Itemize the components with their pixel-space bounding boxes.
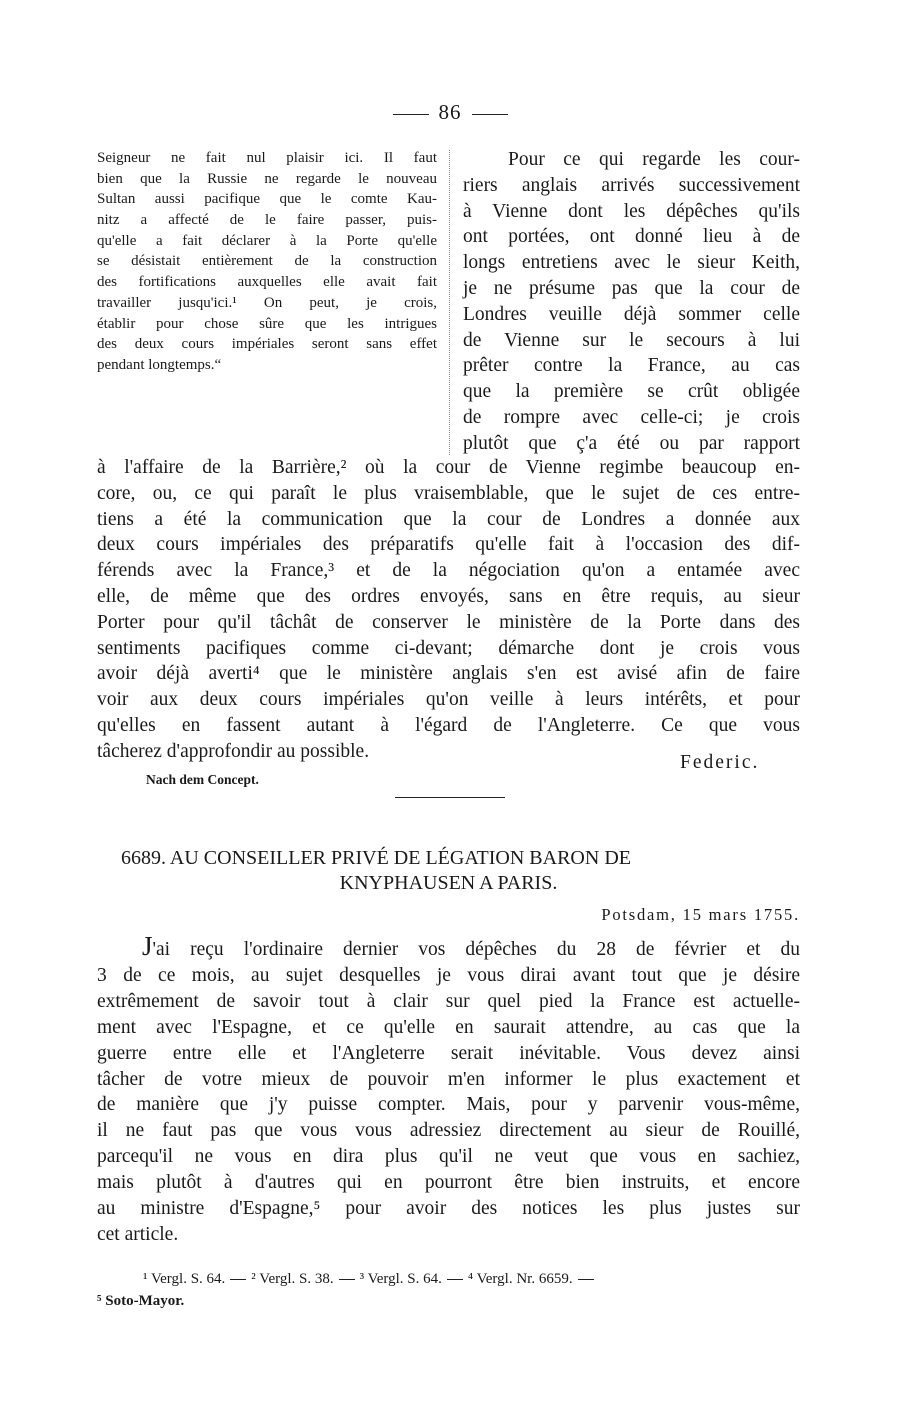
body-line: deux cours impériales des préparatifs qu'elle fait à l'occasion des dif- <box>97 534 800 556</box>
letter-body <box>97 931 800 1248</box>
letter-line: au ministre d'Espagne,⁵ pour avoir des notices les plus justes sur <box>97 1198 800 1220</box>
letter-line: il ne faut pas que vous vous adressiez directement au sieur de Rouillé, <box>97 1120 800 1142</box>
page-number-dash-left <box>393 114 429 115</box>
letter-line: tâcher de votre mieux de pouvoir m'en informer le plus exactement et <box>97 1068 800 1090</box>
body-line: tâcherez d'approfondir au possible. <box>97 740 370 762</box>
document-heading <box>97 846 800 896</box>
letter-line: extrêmement de savoir tout à clair sur quel pied la France est actuelle- <box>97 990 800 1012</box>
source-note: Nach dem Concept. <box>146 772 259 787</box>
body-line: voir aux deux cours impériales qu'on veille à leurs intérêts, et pour <box>97 689 800 711</box>
quote-line: pendant longtemps.“ <box>97 356 222 373</box>
body-text-column <box>463 147 800 457</box>
section-divider <box>395 797 505 798</box>
letter-line: de manière que j'y puisse compter. Mais, pour y parvenir vous-même, <box>97 1094 800 1116</box>
body-line: que la première se crût obligée <box>463 381 800 403</box>
footnote-separator <box>578 1279 594 1280</box>
footnote-separator <box>230 1279 246 1280</box>
column-divider <box>449 150 450 455</box>
quoted-letter-column <box>97 148 437 376</box>
body-line: prêter contre la France, au cas <box>463 355 800 377</box>
quote-line: Seigneur ne fait nul plaisir ici. Il faut <box>97 150 437 166</box>
body-line: férends avec la France,³ et de la négociation qu'on a entamée avec <box>97 560 800 582</box>
body-line: à l'affaire de la Barrière,² où la cour de Vienne regimbe beaucoup en- <box>97 457 800 478</box>
body-line: sentiments pacifiques comme ci-devant; démarche dont je crois vous <box>97 637 800 659</box>
quote-line: travailler jusqu'ici.¹ On peut, je crois, <box>97 294 437 311</box>
footnote-3: ³ Vergl. S. 64. <box>359 1271 442 1287</box>
body-line: longs entretiens avec le sieur Keith, <box>463 252 800 274</box>
body-line: je ne présume pas que la cour de <box>463 277 800 299</box>
footnote-2: ² Vergl. S. 38. <box>251 1271 334 1287</box>
body-line: de rompre avec celle-ci; je crois <box>463 406 800 428</box>
quote-line: des deux cours impériales seront sans effet <box>97 336 437 353</box>
letter-line: guerre entre elle et l'Angleterre serait inévitable. Vous devez ainsi <box>97 1042 800 1064</box>
quote-line: établir pour chose sûre que les intrigues <box>97 315 437 332</box>
footnote-row-2 <box>97 1290 800 1312</box>
body-line: core, ou, ce qui paraît le plus vraisemblable, que le sujet de ces entre- <box>97 482 800 504</box>
page-number: 86 <box>438 100 462 124</box>
dateline: Potsdam, 15 mars 1755. <box>601 905 800 924</box>
quote-line: des fortifications auxquelles elle avait fait <box>97 274 437 291</box>
body-line: avoir déjà averti⁴ que le ministère anglais s'en est avisé afin de faire <box>97 663 800 685</box>
signature: Federic. <box>680 752 760 773</box>
heading-line-2: KNYPHAUSEN A PARIS. <box>339 872 558 894</box>
drop-cap: J <box>142 931 153 961</box>
quote-line: bien que la Russie ne regarde le nouveau <box>97 170 437 187</box>
footnote-1: ¹ Vergl. S. 64. <box>143 1271 226 1287</box>
quote-line: se désistait entièrement de la construction <box>97 253 437 270</box>
footnote-4: ⁴ Vergl. Nr. 6659. <box>467 1271 573 1287</box>
body-line: riers anglais arrivés successivement <box>463 174 800 196</box>
footnote-row-1 <box>97 1268 800 1290</box>
body-line: Porter pour qu'il tâchât de conserver le ministère de la Porte dans des <box>97 611 800 633</box>
body-line: à Vienne dont les dépêches qu'ils <box>463 200 800 222</box>
body-line: tiens a été la communication que la cour de Londres a donnée aux <box>97 508 800 530</box>
quote-line: nitz a affecté de le faire passer, puis- <box>97 212 437 229</box>
letter-line: 3 de ce mois, au sujet desquelles je vous dirai avant tout que je désire <box>97 964 800 986</box>
footnote-separator <box>339 1279 355 1280</box>
body-line: ont portées, ont donné lieu à de <box>463 226 800 248</box>
quote-line: qu'elle a fait déclarer à la Porte qu'elle <box>97 232 437 249</box>
page-number-dash-right <box>472 114 508 115</box>
body-text-full-width <box>97 455 800 765</box>
body-line: Londres veuille déjà sommer celle <box>463 303 800 325</box>
letter-line-text: 'ai reçu l'ordinaire dernier vos dépêches du 28 de février et du <box>152 939 800 960</box>
body-line: Pour ce qui regarde les cour- <box>508 149 800 170</box>
letter-line: ment avec l'Espagne, et ce qu'elle en saurait attendre, au cas que la <box>97 1016 800 1038</box>
letter-line-first <box>97 931 800 963</box>
body-line: elle, de même que des ordres envoyés, sans en être requis, au sieur <box>97 585 800 607</box>
footnote-5: ⁵ Soto-Mayor. <box>97 1293 185 1309</box>
body-line: de Vienne sur le secours à lui <box>463 329 800 351</box>
page-number-line <box>0 100 900 125</box>
footnote-separator <box>447 1279 463 1280</box>
body-line: qu'elles en fassent autant à l'égard de l'Angleterre. Ce que vous <box>97 714 800 736</box>
letter-line: parcequ'il ne vous en dira plus qu'il ne veut que vous en sachiez, <box>97 1146 800 1168</box>
quote-line: Sultan aussi pacifique que le comte Kau- <box>97 191 437 208</box>
footnotes <box>97 1268 800 1312</box>
heading-line-1: 6689. AU CONSEILLER PRIVÉ DE LÉGATION BARON DE <box>121 847 631 869</box>
letter-line: cet article. <box>97 1223 179 1245</box>
body-line: plutôt que ç'a été ou par rapport <box>463 432 800 454</box>
letter-line: mais plutôt à d'autres qui en pourront être bien instruits, et encore <box>97 1172 800 1194</box>
